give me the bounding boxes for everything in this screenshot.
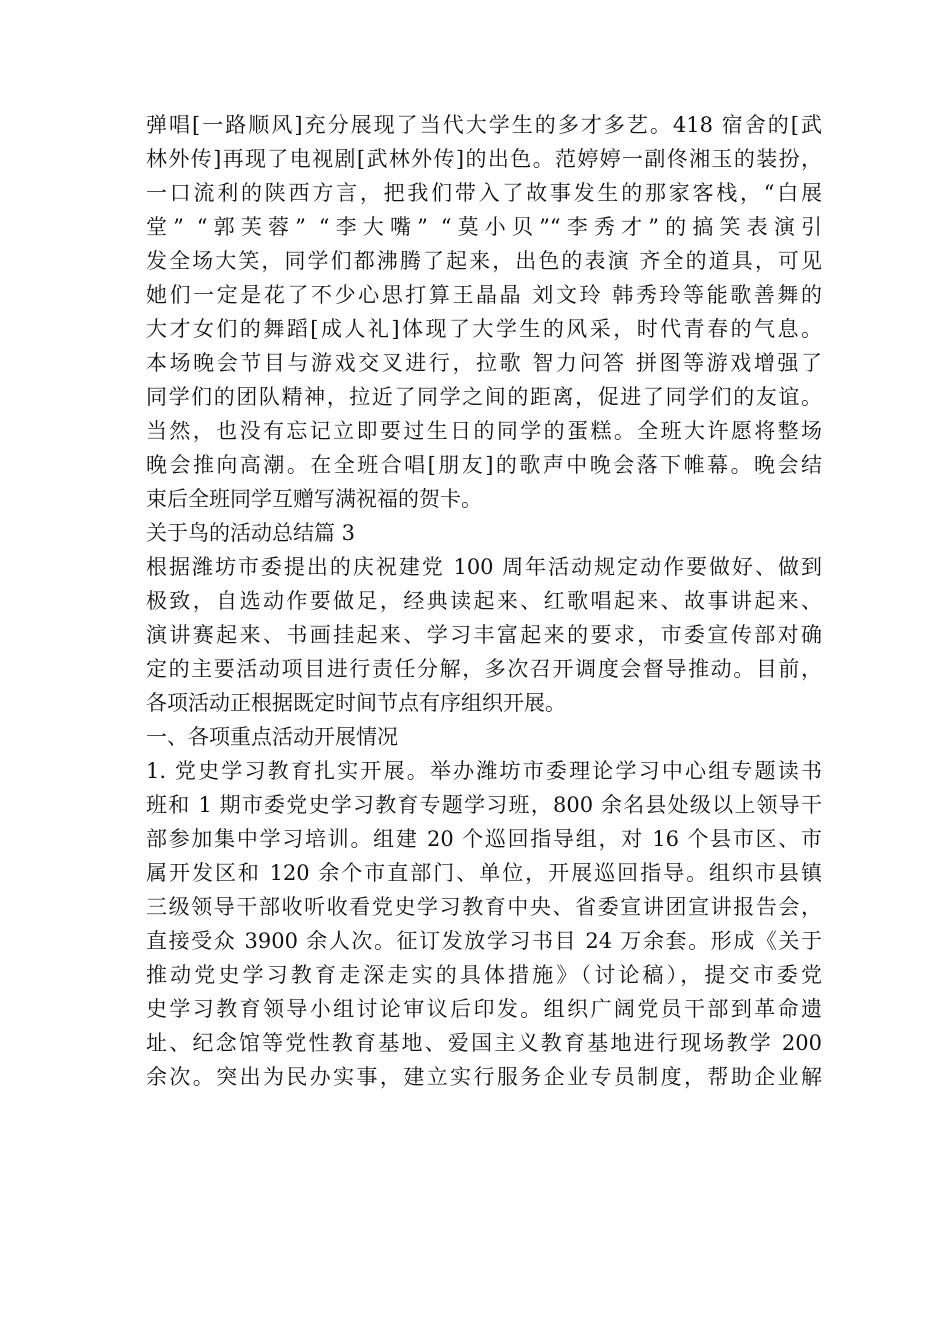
text-line: 晚会推向高潮。在全班合唱[朋友]的歌声中晚会落下帷幕。晚会结 [146, 453, 822, 477]
text-line: 余次。突出为民办实事，建立实行服务企业专员制度，帮助企业解 [146, 1065, 822, 1089]
text-line: 大才女们的舞蹈[成人礼]体现了大学生的风采，时代青春的气息。 [146, 317, 822, 341]
text-line: 她们一定是花了不少心思打算王晶晶 刘文玲 韩秀玲等能歌善舞的 [146, 283, 822, 307]
text-line: 各项活动正根据既定时间节点有序组织开展。 [146, 691, 566, 715]
text-line: 堂” “郭芙蓉” “李大嘴” “莫小贝”“李秀才”的搞笑表演引 [146, 215, 822, 239]
text-line: 班和 1 期市委党史学习教育专题学习班，800 余名县处级以上领导干 [146, 793, 822, 817]
text-line: 三级领导干部收听收看党史学习教育中央、省委宣讲团宣讲报告会， [146, 895, 822, 919]
text-line: 属开发区和 120 余个市直部门、单位，开展巡回指导。组织市县镇 [146, 861, 822, 885]
text-line: 当然，也没有忘记立即要过生日的同学的蛋糕。全班大许愿将整场 [146, 419, 822, 443]
text-line: 同学们的团队精神，拉近了同学之间的距离，促进了同学们的友谊。 [146, 385, 822, 409]
text-line: 址、纪念馆等党性教育基地、爱国主义教育基地进行现场教学 200 [146, 1031, 822, 1055]
text-line: 史学习教育领导小组讨论审议后印发。组织广阔党员干部到革命遗 [146, 997, 822, 1021]
text-line: 部参加集中学习培训。组建 20 个巡回指导组，对 16 个县市区、市 [146, 827, 822, 851]
text-line: 束后全班同学互赠写满祝福的贺卡。 [146, 487, 482, 511]
text-line: 林外传]再现了电视剧[武林外传]的出色。范婷婷一副佟湘玉的装扮， [146, 147, 822, 171]
text-line: 根据潍坊市委提出的庆祝建党 100 周年活动规定动作要做好、做到 [146, 555, 822, 579]
text-line: 极致，自选动作要做足，经典读起来、红歌唱起来、故事讲起来、 [146, 589, 822, 613]
section-heading: 关于鸟的活动总结篇 3 [146, 521, 356, 545]
text-line: 一口流利的陕西方言，把我们带入了故事发生的那家客栈，“白展 [146, 181, 822, 205]
text-line: 推动党史学习教育走深走实的具体措施》（讨论稿），提交市委党 [146, 963, 822, 987]
document-body [146, 108, 836, 1094]
text-line: 本场晚会节目与游戏交叉进行，拉歌 智力问答 拼图等游戏增强了 [146, 351, 822, 375]
text-line: 直接受众 3900 余人次。征订发放学习书目 24 万余套。形成《关于 [146, 929, 822, 953]
text-line: 发全场大笑，同学们都沸腾了起来，出色的表演 齐全的道具，可见 [146, 249, 822, 273]
subsection-heading: 一、各项重点活动开展情况 [146, 725, 398, 749]
text-line: 演讲赛起来、书画挂起来、学习丰富起来的要求，市委宣传部对确 [146, 623, 822, 647]
text-line: 弹唱[一路顺风]充分展现了当代大学生的多才多艺。418 宿舍的[武 [146, 113, 822, 137]
text-line: 1. 党史学习教育扎实开展。举办潍坊市委理论学习中心组专题读书 [146, 759, 822, 783]
text-line: 定的主要活动项目进行责任分解，多次召开调度会督导推动。目前， [146, 657, 822, 681]
